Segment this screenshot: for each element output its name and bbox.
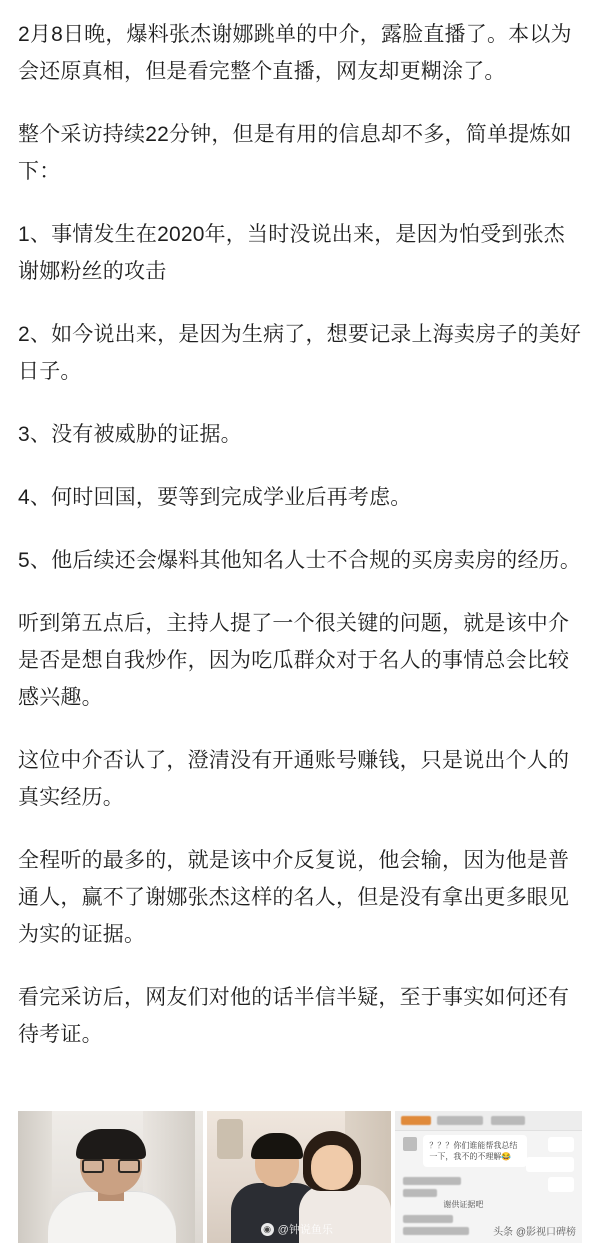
chat-message-incoming: ？？？你们谁能帮我总结一下，我不的不理解😂	[423, 1135, 527, 1167]
chat-message-outgoing	[526, 1157, 574, 1172]
watermark-text: @钟说鱼乐	[277, 1224, 333, 1236]
source-credit	[493, 1223, 576, 1238]
blurred-text	[403, 1189, 437, 1197]
blurred-text	[403, 1177, 461, 1185]
blurred-text	[491, 1116, 525, 1125]
chat-message-outgoing	[548, 1177, 574, 1192]
chat-label-evidence: 谢供证据吧	[443, 1200, 484, 1209]
paragraph: 2、如今说出来，是因为生病了，想要记录上海卖房子的美好日子。	[18, 323, 582, 383]
paragraph: 5、他后续还会爆料其他知名人士不合规的买房卖房的经历。	[18, 549, 582, 572]
avatar	[403, 1137, 417, 1151]
watermark	[261, 1221, 333, 1237]
blurred-text	[401, 1116, 431, 1125]
blurred-text	[403, 1215, 453, 1223]
person-two-face	[313, 1147, 351, 1189]
credit-text: 头条 @影视口碑榜	[493, 1227, 576, 1238]
image-strip	[18, 1111, 582, 1243]
paragraph: 这位中介否认了，澄清没有开通账号赚钱，只是说出个人的真实经历。	[18, 749, 570, 809]
paragraph: 2月8日晚，爆料张杰谢娜跳单的中介，露脸直播了。本以为会还原真相，但是看完整个直播，网友却更糊涂了。	[18, 23, 572, 83]
weibo-eye-icon: ◉	[261, 1223, 274, 1236]
wall-edge	[18, 1111, 52, 1243]
couple-photo	[207, 1111, 392, 1243]
chat-screenshot	[395, 1111, 582, 1243]
blurred-text	[403, 1227, 469, 1235]
lamp	[217, 1119, 243, 1159]
person-hair	[76, 1129, 146, 1159]
interview-photo	[18, 1111, 203, 1243]
paragraph: 3、没有被威胁的证据。	[18, 423, 242, 446]
chat-message-outgoing	[548, 1137, 574, 1152]
paragraph: 1、事情发生在2020年，当时没说出来，是因为怕受到张杰谢娜粉丝的攻击	[18, 223, 565, 283]
paragraph: 整个采访持续22分钟，但是有用的信息却不多，简单提炼如下：	[18, 123, 572, 183]
paragraph: 听到第五点后，主持人提了一个很关键的问题，就是该中介是否是想自我炒作，因为吃瓜群众对于名人的事情总会比较感兴趣。	[18, 612, 570, 709]
blurred-text	[437, 1116, 483, 1125]
paragraph: 看完采访后，网友们对他的话半信半疑，至于事实如何还有待考证。	[18, 986, 570, 1046]
paragraph: 4、何时回国，要等到完成学业后再考虑。	[18, 486, 412, 509]
paragraph: 全程听的最多的，就是该中介反复说，他会输，因为他是普通人，赢不了谢娜张杰这样的名人，但是没有拿出更多眼见为实的证据。	[18, 849, 570, 946]
glasses-icon	[82, 1159, 140, 1173]
